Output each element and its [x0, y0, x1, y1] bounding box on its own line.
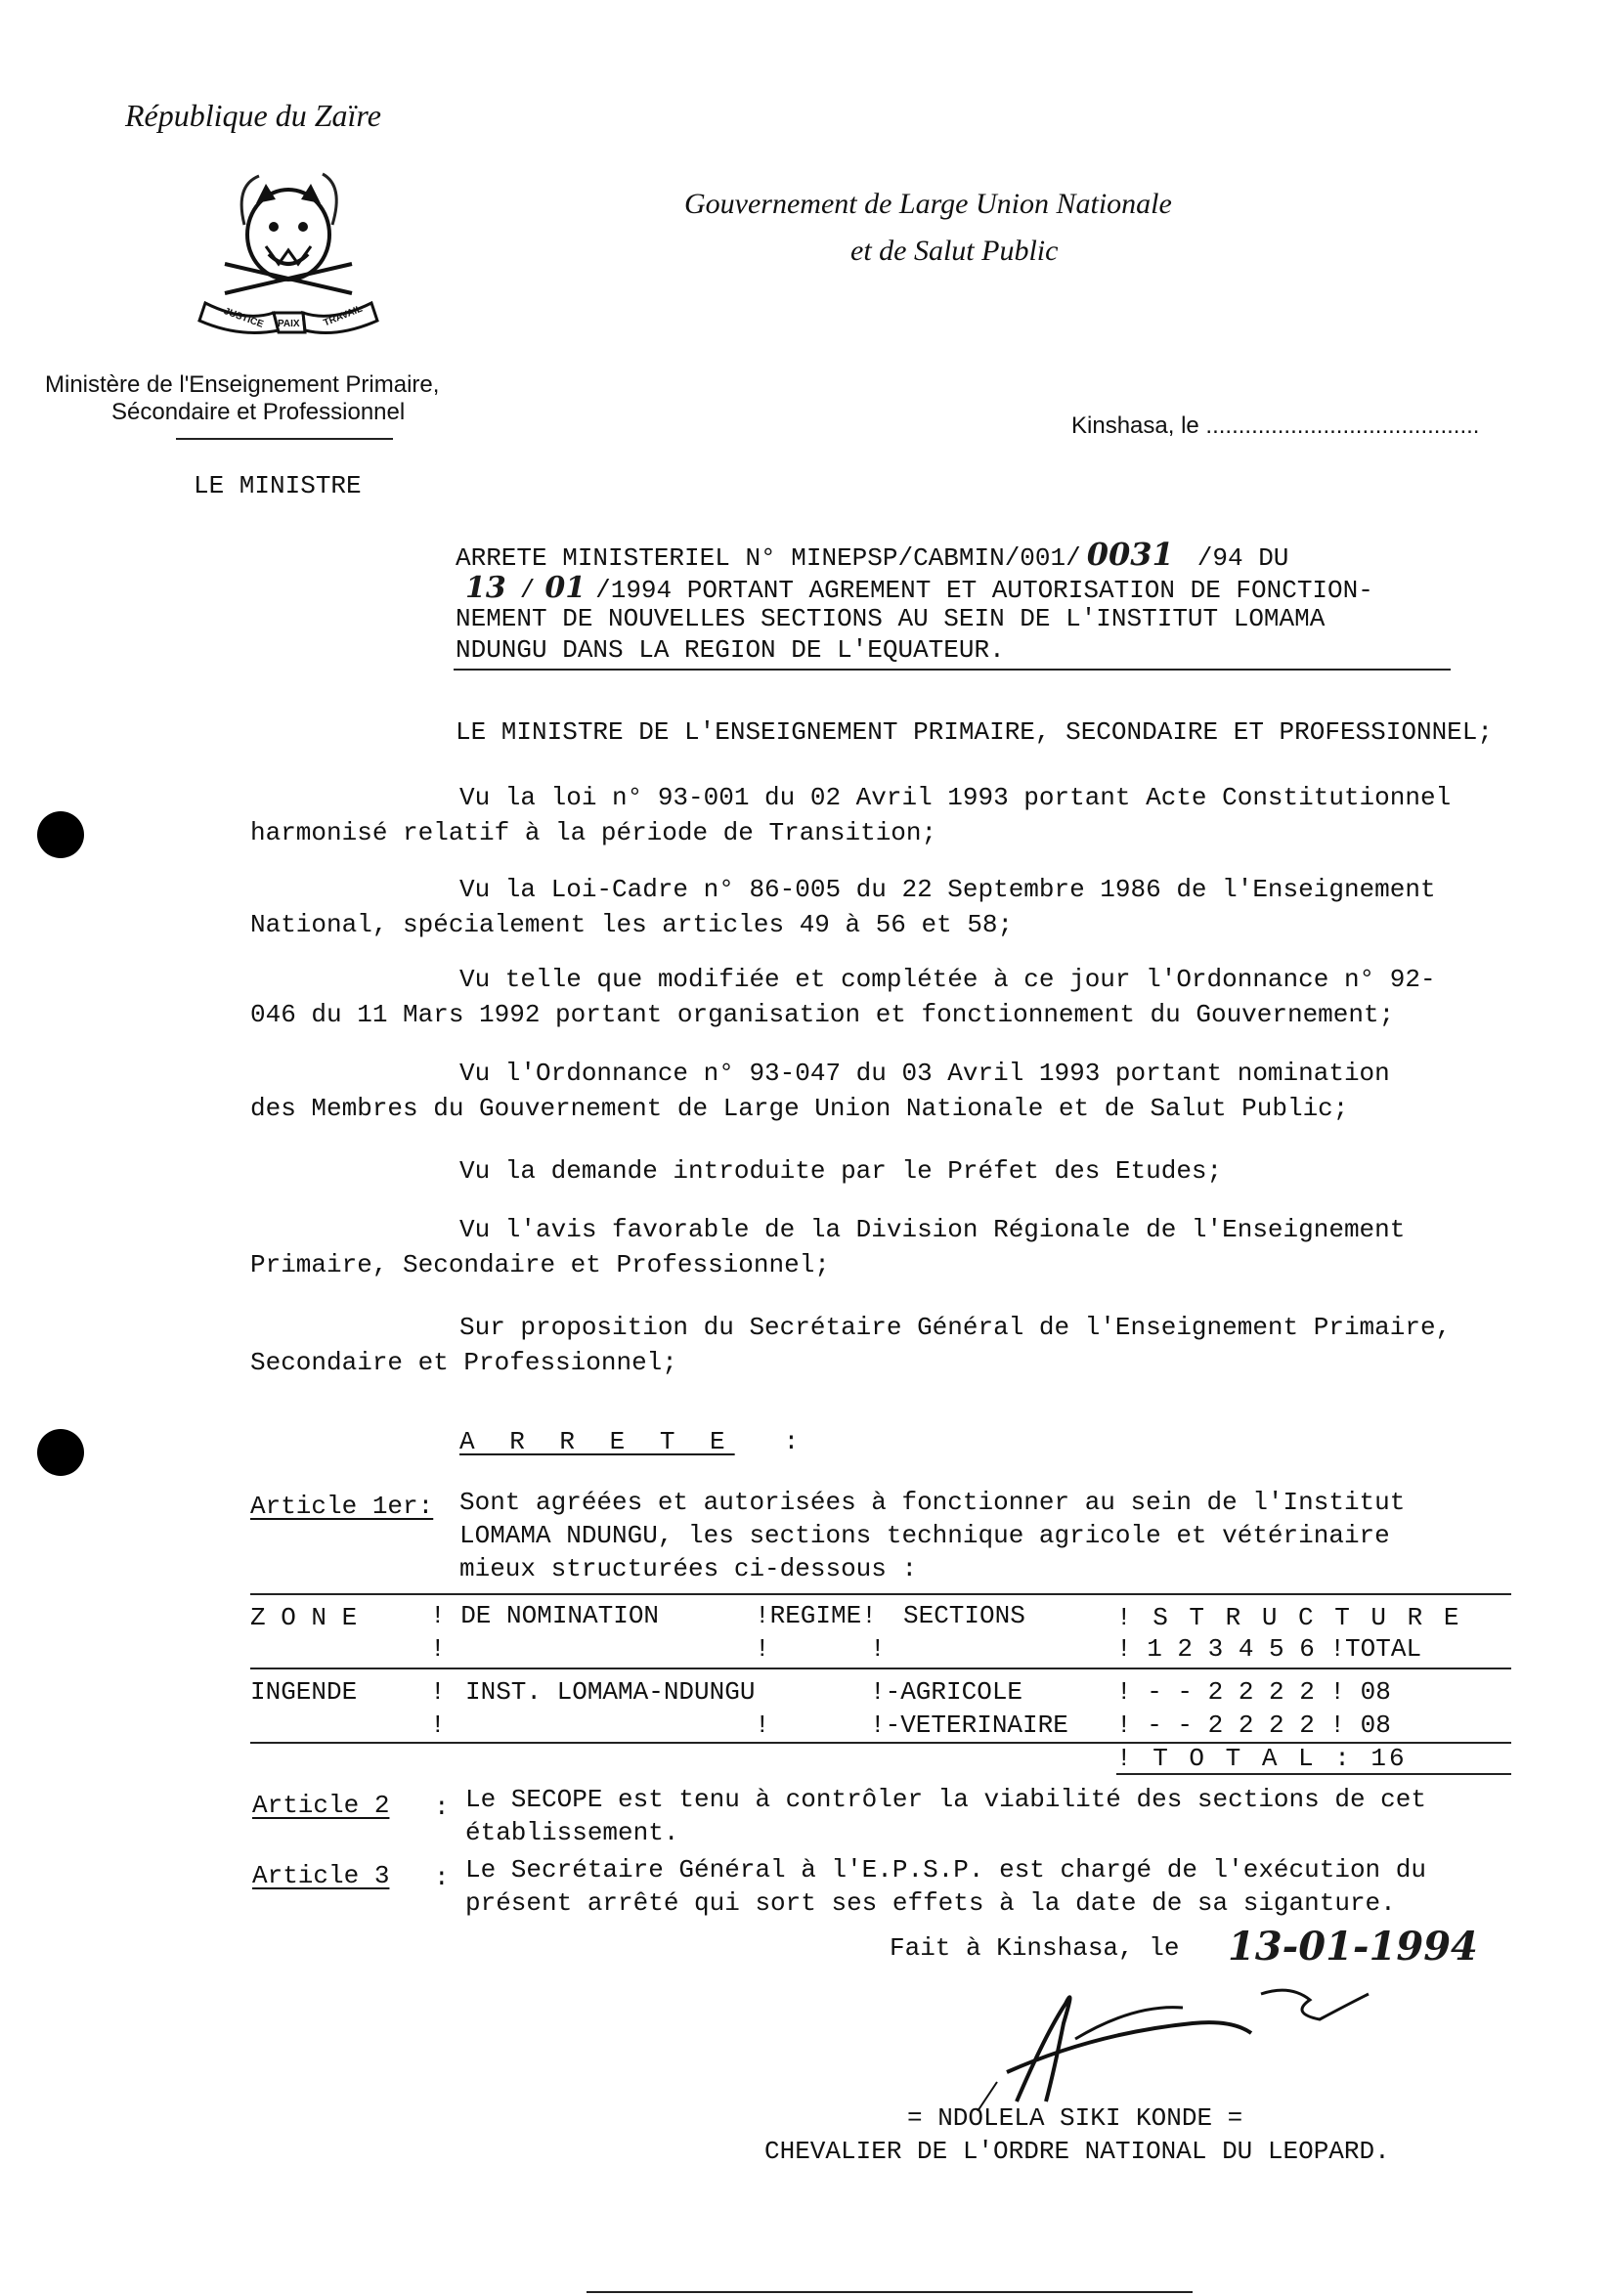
decree-title-line1 [456, 536, 1288, 573]
consideration-7-line1: Sur proposition du Secrétaire Général de l'Enseignement Primaire, [459, 1313, 1452, 1342]
decree-title-line2: 13 / 01 /1994 PORTANT AGREMENT ET AUTORISATION DE FONCTION- [465, 571, 1373, 605]
emblem-word-travail: TRAVAIL [322, 303, 365, 329]
decree-month-handwritten: 01 [544, 571, 587, 605]
decree-day-handwritten: 13 [465, 571, 506, 605]
handwritten-signature [938, 1965, 1388, 2111]
row2-denomination: ! [755, 1711, 770, 1740]
header-bang-2: ! [755, 1634, 770, 1664]
article1-line3: mieux structurées ci-dessous : [459, 1554, 918, 1583]
minister-heading: LE MINISTRE DE L'ENSEIGNEMENT PRIMAIRE, SECONDAIRE ET PROFESSIONNEL; [456, 717, 1493, 747]
article3-line2: présent arrêté qui sort ses effets à la date de sa siganture. [465, 1888, 1396, 1918]
decree-title-line4: NDUNGU DANS LA REGION DE L'EQUATEUR. [456, 635, 1005, 665]
table-bottom-rule [1116, 1773, 1511, 1775]
consideration-2 [250, 872, 1531, 942]
consideration-6-line2: Primaire, Secondaire et Professionnel; [250, 1250, 830, 1279]
ministry-underline [176, 438, 393, 440]
consideration-7-line2: Secondaire et Professionnel; [250, 1348, 677, 1377]
row1-structure: ! - - 2 2 2 2 ! 08 [1116, 1677, 1391, 1707]
footer-rule [587, 2291, 1193, 2293]
header-regime: !REGIME! [755, 1601, 877, 1630]
article1-line2: LOMAMA NDUNGU, les sections technique agricole et vétérinaire [459, 1521, 1390, 1550]
decree-suffix: /94 DU [1196, 543, 1289, 573]
arrete-word: A R R E T E [459, 1427, 735, 1456]
article2-line1: Le SECOPE est tenu à contrôler la viabilité des sections de cet [465, 1785, 1426, 1814]
consideration-3-line1: Vu telle que modifiée et complétée à ce jour l'Ordonnance n° 92- [459, 965, 1436, 994]
signature-date-handwritten: 13-01-1994 [1228, 1924, 1478, 1970]
place-date-line: Kinshasa, le .......................................... [1071, 412, 1480, 439]
row2-structure: ! - - 2 2 2 2 ! 08 [1116, 1711, 1391, 1740]
row2-section: !-VETERINAIRE [870, 1711, 1068, 1740]
consideration-6-line1: Vu l'avis favorable de la Division Régionale de l'Enseignement [459, 1215, 1406, 1244]
decree-number-handwritten: 0031 [1086, 536, 1174, 573]
table-total: ! T O T A L : 16 [1116, 1744, 1408, 1773]
arrete-heading [459, 1427, 799, 1456]
government-line1: Gouvernement de Large Union Nationale [684, 188, 1172, 220]
consideration-4 [250, 1056, 1531, 1126]
header-bang-3: ! [870, 1634, 886, 1664]
header-sections: SECTIONS [903, 1601, 1025, 1630]
decree-line2-text: /1994 PORTANT AGREMENT ET AUTORISATION DE FONCTION- [595, 576, 1373, 605]
article3-line1: Le Secrétaire Général à l'E.P.S.P. est chargé de l'exécution du [465, 1855, 1426, 1884]
emblem-logo [186, 156, 391, 342]
decree-prefix: ARRETE MINISTERIEL N° MINEPSP/CABMIN/001/ [456, 543, 1081, 573]
consideration-5 [250, 1153, 1531, 1189]
punch-hole-bottom [37, 1429, 84, 1476]
header-structure: ! S T R U C T U R E [1116, 1603, 1462, 1632]
fait-a-kinshasa: Fait à Kinshasa, le [890, 1933, 1180, 1963]
signatory-title: CHEVALIER DE L'ORDRE NATIONAL DU LEOPARD. [764, 2137, 1390, 2166]
row2-bang: ! [430, 1711, 446, 1740]
article3-label: Article 3 [252, 1861, 390, 1890]
consideration-2-line1: Vu la Loi-Cadre n° 86-005 du 22 Septembre 1986 de l'Enseignement [459, 875, 1436, 904]
ministry-line2: Sécondaire et Professionnel [111, 399, 406, 425]
header-bang-1: ! [430, 1634, 446, 1664]
decree-title-underline [454, 669, 1451, 671]
consideration-3-line2: 046 du 11 Mars 1992 portant organisation et fonctionnement du Gouvernement; [250, 1000, 1395, 1029]
punch-hole-top [37, 811, 84, 858]
consideration-7 [250, 1310, 1531, 1380]
consideration-4-line1: Vu l'Ordonnance n° 93-047 du 03 Avril 1993 portant nomination [459, 1059, 1390, 1088]
article1-line1: Sont agréées et autorisées à fonctionner au sein de l'Institut [459, 1488, 1406, 1517]
consideration-4-line2: des Membres du Gouvernement de Large Union Nationale et de Salut Public; [250, 1094, 1349, 1123]
table-top-rule [250, 1593, 1511, 1595]
article2-colon: : [434, 1793, 450, 1822]
row1-denomination: INST. LOMAMA-NDUNGU [465, 1677, 756, 1707]
article3-colon: : [434, 1863, 450, 1892]
article2-label: Article 2 [252, 1791, 390, 1820]
row1-section: !-AGRICOLE [870, 1677, 1023, 1707]
header-denomination: ! DE NOMINATION [430, 1601, 660, 1630]
emblem-word-paix: PAIX [278, 319, 300, 329]
emblem-word-justice: JUSTICE [222, 306, 265, 330]
row1-zone: INGENDE [250, 1677, 358, 1707]
consideration-3 [250, 962, 1531, 1032]
article1-label: Article 1er: [250, 1492, 434, 1521]
header-levels: ! 1 2 3 4 5 6 !TOTAL [1116, 1634, 1422, 1664]
article2-line2: établissement. [465, 1818, 679, 1847]
le-ministre-heading: LE MINISTRE [194, 471, 362, 500]
table-header-rule [250, 1668, 1511, 1669]
consideration-5-line1: Vu la demande introduite par le Préfet des Etudes; [459, 1156, 1223, 1186]
consideration-2-line2: National, spécialement les articles 49 à 56 et 58; [250, 910, 1014, 939]
arrete-colon: : [783, 1427, 800, 1456]
consideration-1-line1: Vu la loi n° 93-001 du 02 Avril 1993 portant Acte Constitutionnel [459, 783, 1452, 812]
signatory-name: = NDOLELA SIKI KONDE = [907, 2103, 1243, 2133]
ministry-line1: Ministère de l'Enseignement Primaire, [45, 371, 440, 398]
header-zone: Z O N E [250, 1603, 358, 1632]
decree-title-line3: NEMENT DE NOUVELLES SECTIONS AU SEIN DE L'INSTITUT LOMAMA [456, 604, 1326, 633]
consideration-1 [250, 780, 1531, 850]
consideration-6 [250, 1212, 1531, 1282]
consideration-1-line2: harmonisé relatif à la période de Transition; [250, 818, 937, 847]
republic-title: République du Zaïre [125, 98, 381, 133]
government-line2: et de Salut Public [850, 235, 1059, 267]
row1-bang: ! [430, 1677, 446, 1707]
